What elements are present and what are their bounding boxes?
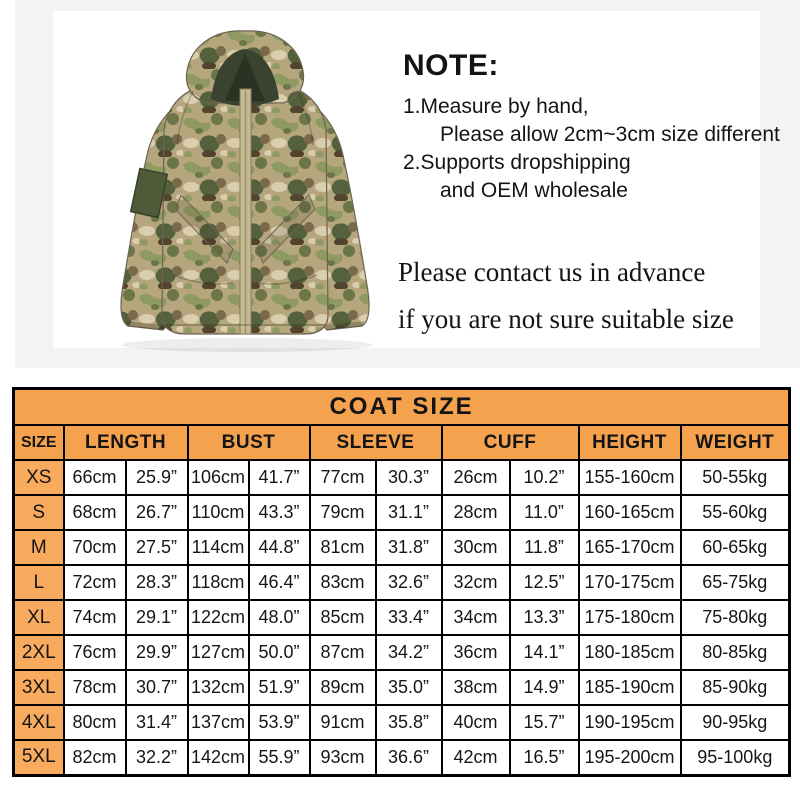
contact-line-1: Please contact us in advance <box>398 257 706 287</box>
note-line-2: Please allow 2cm~3cm size different <box>440 123 780 146</box>
measurement-cell: 42cm <box>442 740 510 775</box>
measurement-cell: 14.9” <box>510 670 579 705</box>
measurement-cell: 80cm <box>64 705 126 740</box>
measurement-cell: 110cm <box>188 495 249 530</box>
column-header-cuff: CUFF <box>442 425 579 460</box>
note-line-3: 2.Supports dropshipping <box>403 151 631 174</box>
measurement-cell: 11.8” <box>510 530 579 565</box>
table-title: COAT SIZE <box>14 389 790 426</box>
measurement-cell: 87cm <box>310 635 376 670</box>
measurement-cell: 78cm <box>64 670 126 705</box>
measurement-cell: 43.3” <box>249 495 310 530</box>
measurement-cell: 91cm <box>310 705 376 740</box>
table-row-m <box>14 530 790 565</box>
size-cell: XS <box>14 460 64 495</box>
column-header-sleeve: SLEEVE <box>310 425 442 460</box>
size-cell: M <box>14 530 64 565</box>
measurement-cell: 31.8” <box>376 530 442 565</box>
measurement-cell: 28cm <box>442 495 510 530</box>
size-cell: 5XL <box>14 740 64 775</box>
column-header-weight: WEIGHT <box>681 425 790 460</box>
measurement-cell: 30.7” <box>126 670 188 705</box>
measurement-cell: 83cm <box>310 565 376 600</box>
table-row-2xl <box>14 635 790 670</box>
measurement-cell: 114cm <box>188 530 249 565</box>
measurement-cell: 85cm <box>310 600 376 635</box>
measurement-cell: 32cm <box>442 565 510 600</box>
note-title: NOTE: <box>403 49 499 82</box>
measurement-cell: 34cm <box>442 600 510 635</box>
table-row-xs <box>14 460 790 495</box>
measurement-cell: 75-80kg <box>681 600 790 635</box>
measurement-cell: 70cm <box>64 530 126 565</box>
measurement-cell: 35.8” <box>376 705 442 740</box>
note-block <box>403 49 780 205</box>
table-row-l <box>14 565 790 600</box>
table-row-5xl <box>14 740 790 775</box>
size-cell: 3XL <box>14 670 64 705</box>
measurement-cell: 175-180cm <box>579 600 681 635</box>
measurement-cell: 12.5” <box>510 565 579 600</box>
jacket-shadow <box>122 338 372 352</box>
measurement-cell: 30cm <box>442 530 510 565</box>
measurement-cell: 26cm <box>442 460 510 495</box>
measurement-cell: 82cm <box>64 740 126 775</box>
measurement-cell: 72cm <box>64 565 126 600</box>
column-header-height: HEIGHT <box>579 425 681 460</box>
measurement-cell: 68cm <box>64 495 126 530</box>
measurement-cell: 33.4” <box>376 600 442 635</box>
measurement-cell: 15.7” <box>510 705 579 740</box>
measurement-cell: 14.1” <box>510 635 579 670</box>
measurement-cell: 165-170cm <box>579 530 681 565</box>
measurement-cell: 93cm <box>310 740 376 775</box>
column-header-size: SIZE <box>14 425 64 460</box>
measurement-cell: 35.0” <box>376 670 442 705</box>
measurement-cell: 55-60kg <box>681 495 790 530</box>
size-cell: XL <box>14 600 64 635</box>
measurement-cell: 95-100kg <box>681 740 790 775</box>
measurement-cell: 51.9” <box>249 670 310 705</box>
size-chart-table <box>12 387 791 777</box>
measurement-cell: 118cm <box>188 565 249 600</box>
measurement-cell: 11.0” <box>510 495 579 530</box>
size-cell: L <box>14 565 64 600</box>
measurement-cell: 65-75kg <box>681 565 790 600</box>
measurement-cell: 29.1” <box>126 600 188 635</box>
measurement-cell: 77cm <box>310 460 376 495</box>
product-photo <box>53 11 780 348</box>
measurement-cell: 170-175cm <box>579 565 681 600</box>
table-row-4xl <box>14 705 790 740</box>
measurement-cell: 90-95kg <box>681 705 790 740</box>
column-header-length: LENGTH <box>64 425 188 460</box>
measurement-cell: 31.1” <box>376 495 442 530</box>
measurement-cell: 40cm <box>442 705 510 740</box>
measurement-cell: 89cm <box>310 670 376 705</box>
jacket-image <box>95 25 395 355</box>
measurement-cell: 85-90kg <box>681 670 790 705</box>
column-header-bust: BUST <box>188 425 310 460</box>
table-row-xl <box>14 600 790 635</box>
measurement-cell: 10.2” <box>510 460 579 495</box>
measurement-cell: 127cm <box>188 635 249 670</box>
measurement-cell: 13.3” <box>510 600 579 635</box>
measurement-cell: 50.0” <box>249 635 310 670</box>
measurement-cell: 137cm <box>188 705 249 740</box>
measurement-cell: 81cm <box>310 530 376 565</box>
table-title-row <box>14 389 790 426</box>
measurement-cell: 41.7” <box>249 460 310 495</box>
measurement-cell: 79cm <box>310 495 376 530</box>
measurement-cell: 80-85kg <box>681 635 790 670</box>
measurement-cell: 60-65kg <box>681 530 790 565</box>
product-photo-panel <box>15 0 800 368</box>
size-cell: S <box>14 495 64 530</box>
measurement-cell: 66cm <box>64 460 126 495</box>
measurement-cell: 36.6” <box>376 740 442 775</box>
measurement-cell: 55.9” <box>249 740 310 775</box>
measurement-cell: 28.3” <box>126 565 188 600</box>
measurement-cell: 16.5” <box>510 740 579 775</box>
measurement-cell: 122cm <box>188 600 249 635</box>
measurement-cell: 132cm <box>188 670 249 705</box>
measurement-cell: 53.9” <box>249 705 310 740</box>
measurement-cell: 48.0” <box>249 600 310 635</box>
measurement-cell: 46.4” <box>249 565 310 600</box>
measurement-cell: 160-165cm <box>579 495 681 530</box>
measurement-cell: 25.9” <box>126 460 188 495</box>
measurement-cell: 185-190cm <box>579 670 681 705</box>
measurement-cell: 106cm <box>188 460 249 495</box>
contact-note <box>398 249 758 343</box>
size-cell: 2XL <box>14 635 64 670</box>
measurement-cell: 26.7” <box>126 495 188 530</box>
size-cell: 4XL <box>14 705 64 740</box>
measurement-cell: 30.3” <box>376 460 442 495</box>
measurement-cell: 38cm <box>442 670 510 705</box>
measurement-cell: 155-160cm <box>579 460 681 495</box>
contact-line-2: if you are not sure suitable size <box>398 304 734 334</box>
measurement-cell: 195-200cm <box>579 740 681 775</box>
measurement-cell: 31.4” <box>126 705 188 740</box>
table-header-row <box>14 425 790 460</box>
note-line-4: and OEM wholesale <box>440 179 628 202</box>
note-line-1: 1.Measure by hand, <box>403 95 589 118</box>
table-row-s <box>14 495 790 530</box>
measurement-cell: 76cm <box>64 635 126 670</box>
measurement-cell: 44.8” <box>249 530 310 565</box>
measurement-cell: 142cm <box>188 740 249 775</box>
measurement-cell: 34.2” <box>376 635 442 670</box>
measurement-cell: 190-195cm <box>579 705 681 740</box>
measurement-cell: 32.6” <box>376 565 442 600</box>
measurement-cell: 32.2” <box>126 740 188 775</box>
measurement-cell: 74cm <box>64 600 126 635</box>
measurement-cell: 29.9” <box>126 635 188 670</box>
measurement-cell: 36cm <box>442 635 510 670</box>
table-row-3xl <box>14 670 790 705</box>
measurement-cell: 180-185cm <box>579 635 681 670</box>
measurement-cell: 50-55kg <box>681 460 790 495</box>
measurement-cell: 27.5” <box>126 530 188 565</box>
